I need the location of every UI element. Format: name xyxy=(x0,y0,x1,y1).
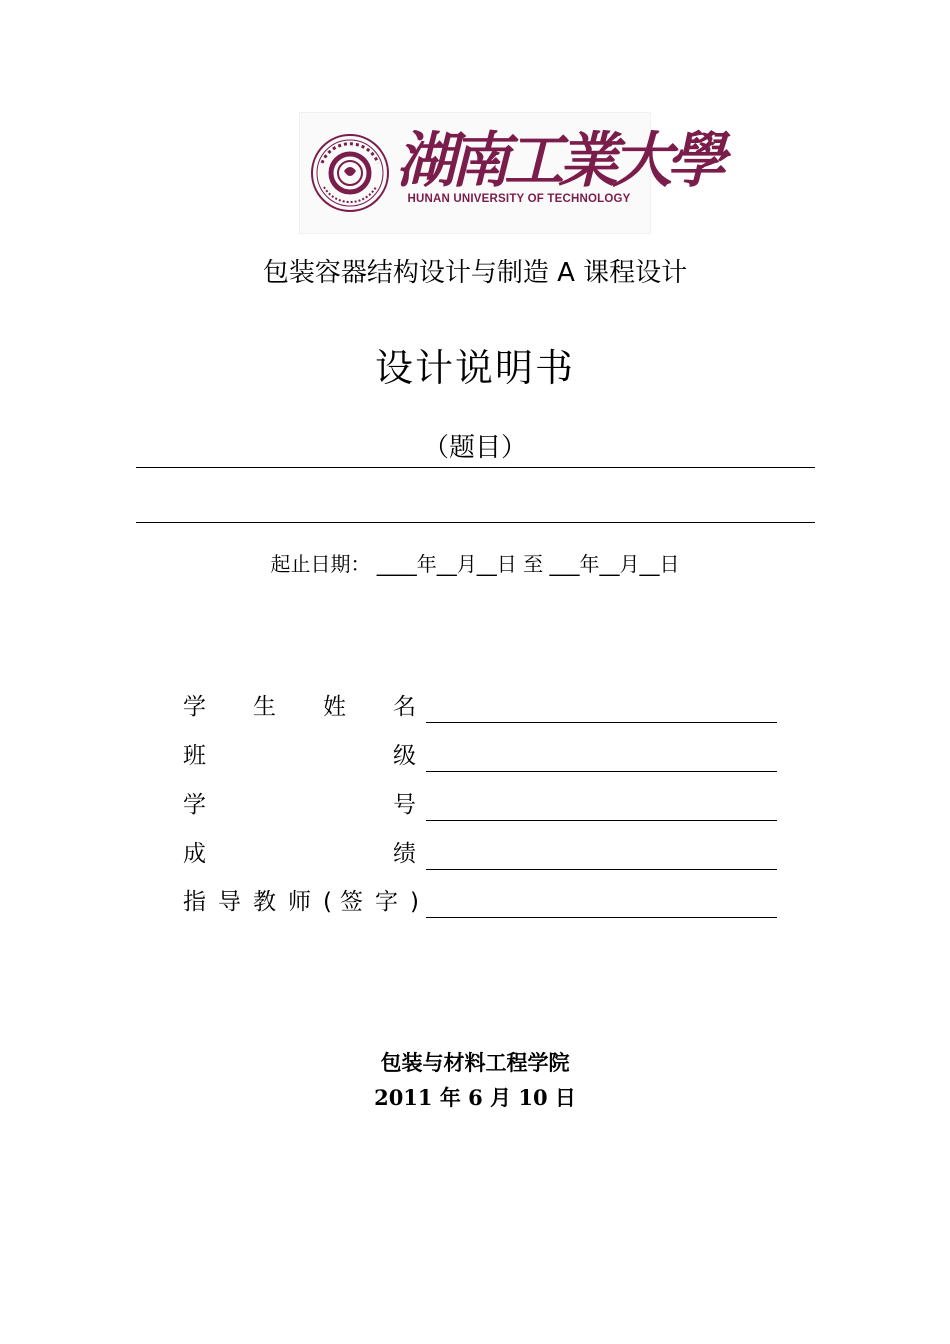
label-char: 学 xyxy=(183,792,206,818)
label-char: ( xyxy=(323,889,332,915)
topic-label: （题目） xyxy=(422,433,527,463)
school-name: 包装与材料工程学院 xyxy=(380,1050,570,1075)
document-date: 2011 年 6 月 10 日 xyxy=(374,1085,576,1110)
label-char: 字 xyxy=(375,889,398,915)
advisor-signature-field[interactable] xyxy=(426,917,777,918)
form-row-grade xyxy=(183,838,783,870)
date-range: 起止日期： ____年__月__日 至 ___年__月__日 xyxy=(270,552,680,576)
university-name-en: HUNAN UNIVERSITY OF TECHNOLOGY xyxy=(407,193,631,205)
university-logo xyxy=(299,112,720,234)
label-char: 学 xyxy=(183,694,206,720)
student-name-field[interactable] xyxy=(426,722,777,723)
class-field[interactable] xyxy=(426,771,777,772)
label-char: 教 xyxy=(253,889,276,915)
label-char: 师 xyxy=(288,889,311,915)
label-char: 绩 xyxy=(393,841,416,867)
form-row-class xyxy=(183,740,783,772)
label-char: 级 xyxy=(393,743,416,769)
document-title: 设计说明书 xyxy=(374,346,575,390)
label-char: 姓 xyxy=(323,694,346,720)
label-char: 名 xyxy=(393,694,416,720)
label-char: 签 xyxy=(340,889,363,915)
student-name-label xyxy=(183,691,417,723)
form-row-student-name xyxy=(183,691,783,723)
advisor-signature-label xyxy=(183,886,417,918)
label-char: 指 xyxy=(183,889,206,915)
university-seal-icon xyxy=(310,133,390,213)
grade-label xyxy=(183,838,417,870)
label-char: 生 xyxy=(253,694,276,720)
label-char: ) xyxy=(410,889,419,915)
label-char: 成 xyxy=(183,841,206,867)
student-id-label xyxy=(183,789,417,821)
form-row-student-id xyxy=(183,789,783,821)
grade-field[interactable] xyxy=(426,869,777,870)
label-char: 导 xyxy=(218,889,241,915)
topic-line-2 xyxy=(136,522,815,523)
label-char: 号 xyxy=(393,792,416,818)
topic-line-1 xyxy=(136,467,815,468)
form-row-advisor-signature xyxy=(183,886,783,918)
course-title: 包装容器结构设计与制造 A 课程设计 xyxy=(262,258,688,288)
label-char: 班 xyxy=(183,743,206,769)
student-id-field[interactable] xyxy=(426,820,777,821)
university-name-cn: 湖南工業大學 xyxy=(396,126,720,196)
class-label xyxy=(183,740,417,772)
